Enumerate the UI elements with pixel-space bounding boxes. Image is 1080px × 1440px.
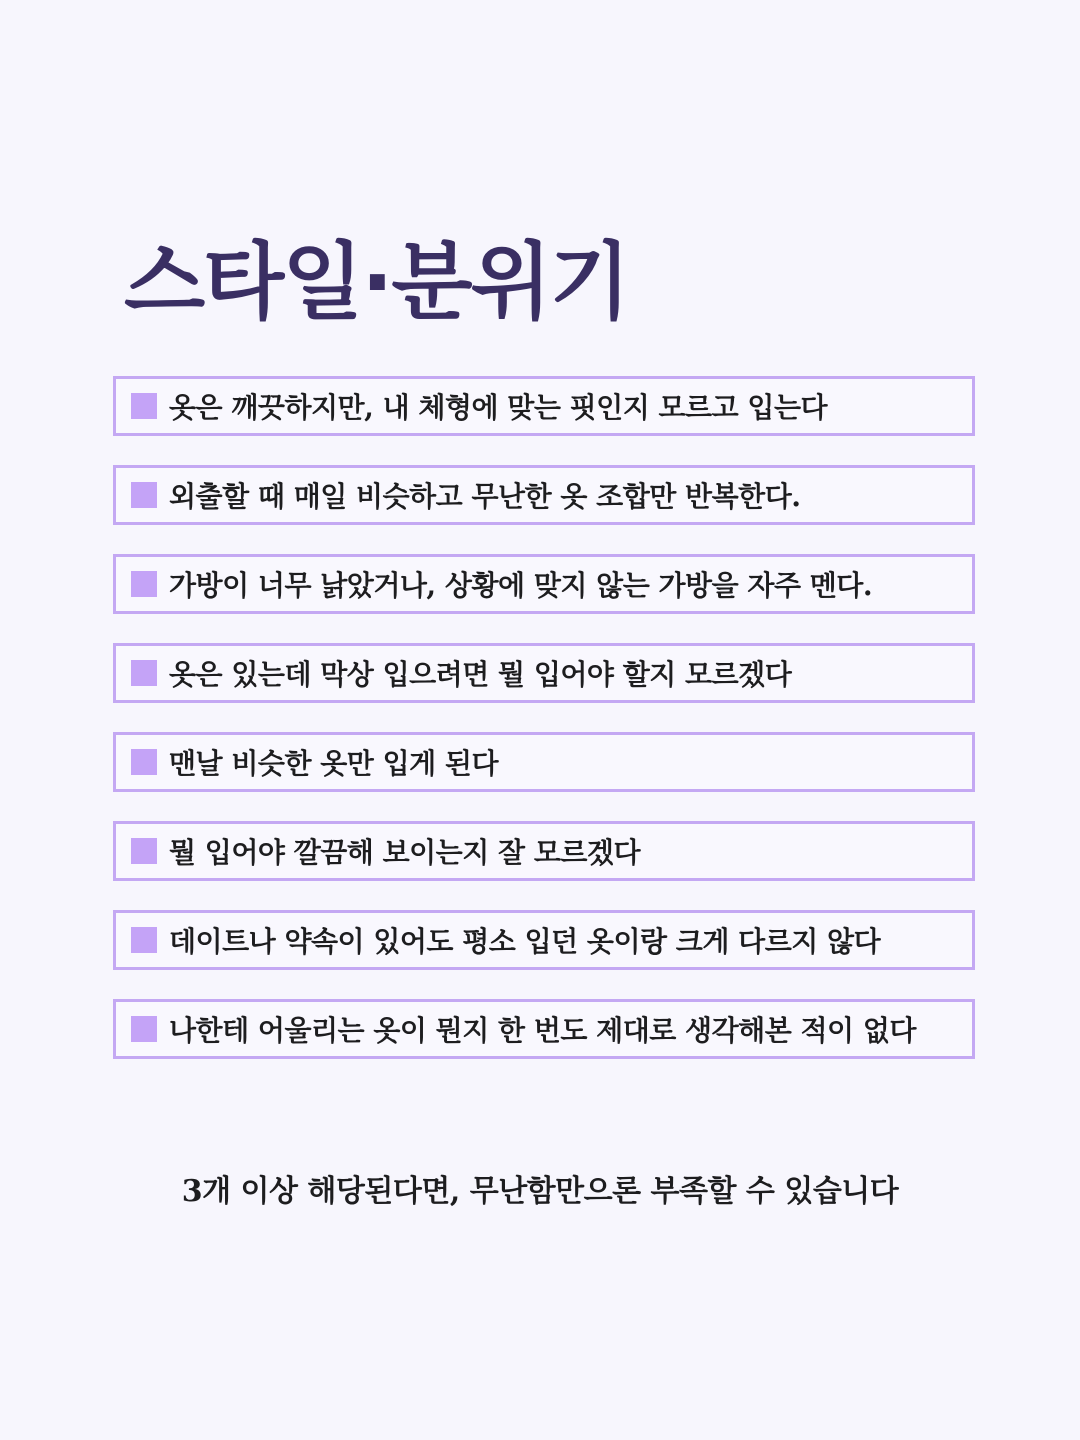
square-bullet-icon bbox=[131, 571, 157, 597]
checklist-item bbox=[113, 999, 975, 1059]
checklist-item-text: 옷은 깨끗하지만, 내 체형에 맞는 핏인지 모르고 입는다 bbox=[169, 391, 828, 424]
checklist-item bbox=[113, 910, 975, 970]
checklist-item bbox=[113, 821, 975, 881]
square-bullet-icon bbox=[131, 660, 157, 686]
checklist-item-text: 맨날 비슷한 옷만 입게 된다 bbox=[169, 747, 499, 780]
checklist-item-text: 외출할 때 매일 비슷하고 무난한 옷 조합만 반복한다. bbox=[169, 480, 801, 513]
square-bullet-icon bbox=[131, 838, 157, 864]
checklist-item bbox=[113, 732, 975, 792]
square-bullet-icon bbox=[131, 482, 157, 508]
checklist-item-text: 뭘 입어야 깔끔해 보이는지 잘 모르겠다 bbox=[169, 836, 641, 869]
checklist-item bbox=[113, 643, 975, 703]
checklist-item-text: 나한테 어울리는 옷이 뭔지 한 번도 제대로 생각해본 적이 없다 bbox=[169, 1014, 916, 1047]
checklist-item-text: 옷은 있는데 막상 입으려면 뭘 입어야 할지 모르겠다 bbox=[169, 658, 792, 691]
square-bullet-icon bbox=[131, 749, 157, 775]
checklist-item-text: 데이트나 약속이 있어도 평소 입던 옷이랑 크게 다르지 않다 bbox=[169, 925, 881, 958]
square-bullet-icon bbox=[131, 927, 157, 953]
square-bullet-icon bbox=[131, 1016, 157, 1042]
footer-note: 3개 이상 해당된다면, 무난함만으론 부족할 수 있습니다 bbox=[181, 1174, 899, 1209]
checklist-item bbox=[113, 376, 975, 436]
checklist-item-text: 가방이 너무 낡았거나, 상황에 맞지 않는 가방을 자주 멘다. bbox=[169, 569, 873, 602]
square-bullet-icon bbox=[131, 393, 157, 419]
checklist-item bbox=[113, 554, 975, 614]
checklist-item bbox=[113, 465, 975, 525]
checklist bbox=[113, 376, 975, 1059]
page-title: 스타일·분위기 bbox=[124, 233, 629, 331]
